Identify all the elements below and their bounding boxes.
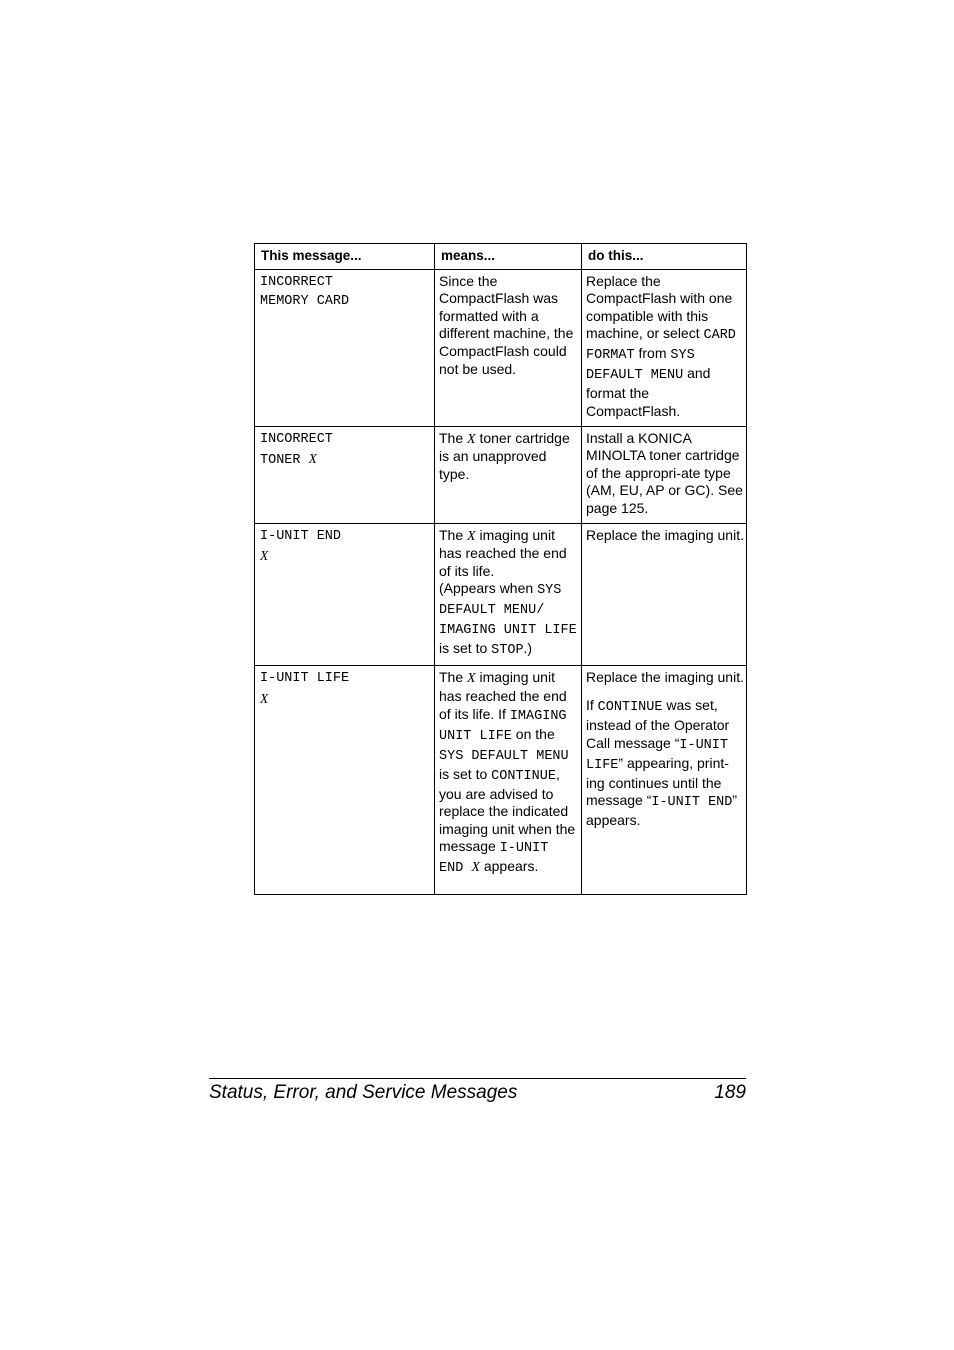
message-cell	[255, 666, 435, 895]
means-text: appears.	[479, 858, 539, 875]
do-code: CONTINUE	[597, 699, 663, 715]
means-variable: X	[467, 431, 476, 447]
do-text: Replace the CompactFlash with one compatible with this machine, or select	[586, 272, 733, 342]
means-text: , you are advised to replace the indicated imaging unit when the message	[439, 765, 576, 855]
do-text: ” appearing, print-ing continues until the message “	[586, 754, 729, 809]
message-line: INCORRECT	[260, 274, 333, 290]
header-means: means...	[435, 244, 582, 270]
message-line: TONER	[260, 453, 309, 469]
means-text: imaging unit has reached the end of its life.	[439, 526, 567, 579]
means-text: .)	[523, 640, 533, 657]
table-row	[255, 523, 747, 666]
means-text: The	[439, 669, 468, 686]
means-text: is set to	[439, 765, 492, 782]
footer-divider	[209, 1078, 746, 1079]
do-code: I-UNIT END	[651, 795, 733, 811]
message-variable: X	[260, 548, 269, 564]
message-line: INCORRECT	[260, 431, 333, 447]
table-row	[255, 666, 747, 895]
do-this-cell	[582, 666, 747, 895]
means-code: SYS DEFAULT MENU	[439, 748, 569, 764]
message-cell	[255, 426, 435, 523]
do-text: and format the CompactFlash.	[586, 365, 711, 419]
message-line: MEMORY CARD	[260, 294, 350, 310]
means-code: SYS DEFAULT MENU/ IMAGING UNIT LIFE	[439, 583, 577, 639]
do-paragraph	[586, 697, 744, 830]
message-cell	[255, 269, 435, 426]
do-this-cell	[582, 426, 747, 523]
do-text: Replace the imaging unit.	[586, 526, 744, 543]
means-text: on the	[511, 725, 555, 742]
means-cell	[435, 523, 582, 666]
header-message: This message...	[255, 244, 435, 270]
means-cell	[435, 269, 582, 426]
do-text: ” appears.	[586, 792, 738, 829]
do-text: was set, instead of the Operator Call message “	[586, 696, 730, 751]
footer-chapter-title: Status, Error, and Service Messages	[209, 1082, 518, 1103]
header-do-this: do this...	[582, 244, 747, 270]
means-variable: X	[471, 860, 480, 876]
means-code: CONTINUE	[491, 768, 556, 784]
means-text: The	[439, 429, 468, 446]
means-code: IMAGING UNIT LIFE	[439, 708, 567, 744]
do-code: SYS DEFAULT MENU	[586, 348, 695, 384]
means-variable: X	[467, 671, 476, 687]
means-text: The	[439, 526, 468, 543]
means-text: is set to	[439, 640, 492, 657]
means-variable: X	[467, 528, 476, 544]
do-this-cell	[582, 269, 747, 426]
message-cell	[255, 523, 435, 666]
footer-page-number: 189	[714, 1082, 746, 1103]
table-row	[255, 269, 747, 426]
means-code: STOP	[491, 643, 524, 659]
means-code: I-UNIT END	[439, 841, 549, 877]
means-text: Since the CompactFlash was formatted with a different machine, the CompactFlash could not be used.	[439, 272, 574, 377]
table-header-row	[255, 244, 747, 270]
do-text: Install a KONICA MINOLTA toner cartridge of the appropri-ate type (AM, EU, AP or GC). See page 125.	[586, 429, 743, 516]
message-table	[254, 243, 747, 895]
message-line: I-UNIT LIFE	[260, 671, 350, 687]
means-cell	[435, 666, 582, 895]
means-text: (Appears when	[439, 580, 538, 597]
do-this-cell	[582, 523, 747, 666]
means-cell	[435, 426, 582, 523]
do-code: CARD FORMAT	[586, 328, 736, 364]
do-text: If	[586, 696, 598, 713]
message-variable: X	[308, 451, 317, 467]
table-row	[255, 426, 747, 523]
means-text: toner cartridge is an unapproved type.	[439, 429, 570, 482]
means-text: imaging unit has reached the end of its life. If	[439, 669, 567, 722]
do-text: Replace the imaging unit.	[586, 669, 744, 686]
do-text: from	[634, 345, 671, 362]
message-variable: X	[260, 690, 269, 706]
message-line: I-UNIT END	[260, 528, 342, 544]
do-code: I-UNIT LIFE	[586, 737, 728, 773]
